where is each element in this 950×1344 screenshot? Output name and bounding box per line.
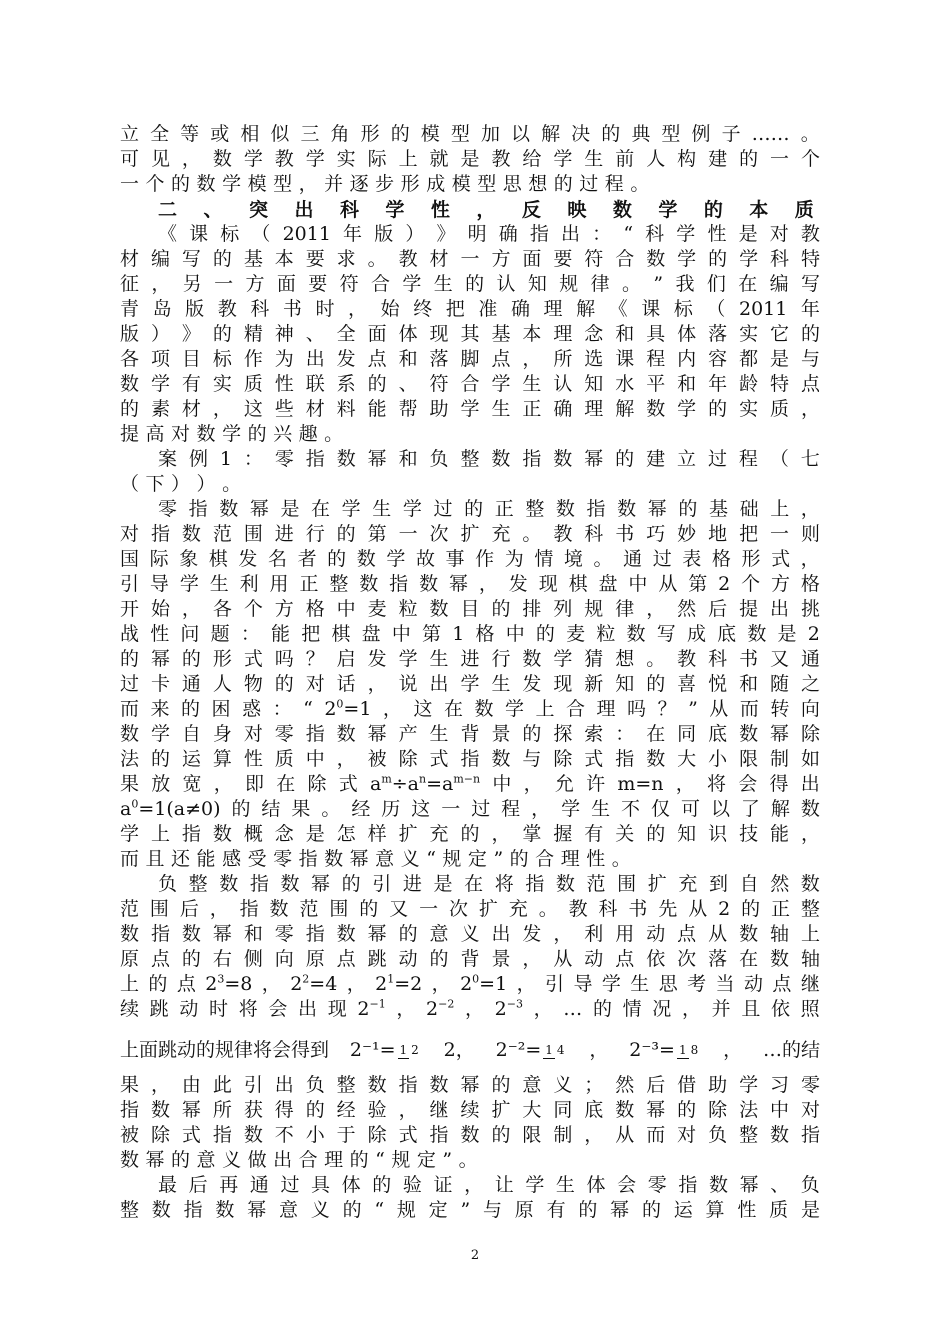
text-line: 《 课 标 （ 2011 年 版 ） 》 明 确 指 出 ： “ 科 学 性 是 对 教 bbox=[158, 223, 820, 245]
text-line: 数 幂 的 意 义 做 出 合 理 的 “ 规 定 ” 。 bbox=[120, 1149, 478, 1171]
text-line: 整 数 指 数 幂 意 义 的 “ 规 定 ” 与 原 有 的 幂 的 运 算 性 质 是 bbox=[120, 1199, 820, 1221]
text-line: 最 后 再 通 过 具 体 的 验 证 ， 让 学 生 体 会 零 指 数 幂 、 负 bbox=[158, 1174, 820, 1196]
text-line: 各 项 目 标 作 为 出 发 点 和 落 脚 点 ， 所 选 课 程 内 容 都 是 与 bbox=[120, 348, 820, 370]
text-line: 而 且 还 能 感 受 零 指 数 幂 意 义 “ 规 定 ” 的 合 理 性 。 bbox=[120, 848, 631, 870]
text-line: 果 ， 由 此 引 出 负 整 数 指 数 幂 的 意 义 ； 然 后 借 助 学 习 零 bbox=[120, 1074, 820, 1096]
text-line-fractions: 上面跳动的规律将会得到 2⁻¹= 1 2 2， 2⁻²= 1 4 ， 2⁻³= 1 8 ， …的结 bbox=[120, 1039, 820, 1061]
text-line: 立 全 等 或 相 似 三 角 形 的 模 型 加 以 解 决 的 典 型 例 子 …… 。 bbox=[120, 123, 820, 145]
text-line: 指 数 幂 所 获 得 的 经 验 ， 继 续 扩 大 同 底 数 幂 的 除 法 中 对 bbox=[120, 1099, 820, 1121]
page-number: 2 bbox=[470, 1248, 480, 1263]
text-line: 果 放 宽 ， 即 在 除 式 $a^m\div a^n=a^{m-n}$ 中 ， 允 许 m=n ， 将 会 得 出 bbox=[120, 772, 820, 795]
text-line: 的 幂 的 形 式 吗 ？ 启 发 学 生 进 行 数 学 猜 想 。 教 科 书 又 通 bbox=[120, 648, 820, 670]
fraction-one-eighth: 1 8 bbox=[678, 1043, 699, 1057]
power-term-2: 2⁻²= 1 4 bbox=[495, 1039, 565, 1061]
section-heading: 二 、 突 出 科 学 性 ， 反 映 数 学 的 本 质 bbox=[158, 199, 814, 221]
text-line: 学 上 指 数 概 念 是 怎 样 扩 充 的 ， 掌 握 有 关 的 知 识 技 能 ， bbox=[120, 823, 820, 845]
text-line: 的 素 材 ， 这 些 材 料 能 帮 助 学 生 正 确 理 解 数 学 的 实 质 ， bbox=[120, 398, 820, 420]
text-line: 被 除 式 指 数 不 小 于 除 式 指 数 的 限 制 ， 从 而 对 负 整 数 指 bbox=[120, 1124, 820, 1146]
text-line: 数 学 有 实 质 性 联 系 的 、 符 合 学 生 认 知 水 平 和 年 龄 特 点 bbox=[120, 373, 820, 395]
text-line: 续 跳 动 时 将 会 出 现 $2^{-1}$ ， $2^{-2}$ ， $2^{-3}$ ， … 的 情 况 ， 并 且 依 照 bbox=[120, 997, 820, 1020]
text-line: 而 来 的 困 惑 ： “ $2^0=1$ ， 这 在 数 学 上 合 理 吗 ？ ” 从 而 转 向 bbox=[120, 697, 820, 720]
text-line: 上 的 点 $2^3=8$ ， $2^2=4$ ， $2^1=2$ ， $2^0=1$ ， 引 导 学 生 思 考 当 动 点 继 bbox=[120, 972, 820, 995]
text-line: 对 指 数 范 围 进 行 的 第 一 次 扩 充 。 教 科 书 巧 妙 地 把 一 则 bbox=[120, 523, 820, 545]
text-line: 开 始 ， 各 个 方 格 中 麦 粒 数 目 的 排 列 规 律 ， 然 后 提 出 挑 bbox=[120, 598, 820, 620]
text-line: 法 的 运 算 性 质 中 ， 被 除 式 指 数 与 除 式 指 数 大 小 限 制 如 bbox=[120, 748, 820, 770]
text-line: 版 ） 》 的 精 神 、 全 面 体 现 其 基 本 理 念 和 具 体 落 实 它 的 bbox=[120, 323, 820, 345]
fraction-line-prefix: 上面跳动的规律将会得到 bbox=[120, 1039, 330, 1061]
text-line: 一 个 的 数 学 模 型 ， 并 逐 步 形 成 模 型 思 想 的 过 程 。 bbox=[120, 173, 650, 195]
text-line: 零 指 数 幂 是 在 学 生 学 过 的 正 整 数 指 数 幂 的 基 础 上 ， bbox=[158, 498, 820, 520]
text-line: 原 点 的 右 侧 向 原 点 跳 动 的 背 景 ， 从 动 点 依 次 落 在 数 轴 bbox=[120, 948, 820, 970]
text-line: 材 编 写 的 基 本 要 求 。 教 材 一 方 面 要 符 合 数 学 的 学 科 特 bbox=[120, 248, 820, 270]
text-line: 国 际 象 棋 发 名 者 的 数 学 故 事 作 为 情 境 。 通 过 表 格 形 式 ， bbox=[120, 548, 820, 570]
fraction-line-suffix: …的结 bbox=[762, 1039, 820, 1061]
text-line: 数 指 数 幂 和 零 指 数 幂 的 意 义 出 发 ， 利 用 动 点 从 数 轴 上 bbox=[120, 923, 820, 945]
fraction-one-quarter: 1 4 bbox=[545, 1043, 565, 1057]
text-line: 青 岛 版 教 科 书 时 ， 始 终 把 准 确 理 解 《 课 标 （ 2011 年 bbox=[120, 298, 820, 320]
text-line: 征 ， 另 一 方 面 要 符 合 学 生 的 认 知 规 律 。 ” 我 们 在 编 写 bbox=[120, 273, 820, 295]
fraction-one-half: 1 2 bbox=[399, 1043, 419, 1057]
power-term-1: 2⁻¹= 1 2 bbox=[349, 1039, 419, 1061]
text-line: $a^0=1(a\ne 0)$ 的 结 果 。 经 历 这 一 过 程 ， 学 生 不 仅 可 以 了 解 数 bbox=[120, 797, 820, 820]
text-line: 案 例 1 ： 零 指 数 幂 和 负 整 数 指 数 幂 的 建 立 过 程 （ 七 bbox=[158, 448, 820, 470]
text-line: 范 围 后 ， 指 数 范 围 的 又 一 次 扩 充 。 教 科 书 先 从 2 的 正 整 bbox=[120, 898, 820, 920]
power-term-3: 2⁻³= 1 8 bbox=[629, 1039, 699, 1061]
text-line: 数 学 自 身 对 零 指 数 幂 产 生 背 景 的 探 索 ： 在 同 底 数 幂 除 bbox=[120, 723, 820, 745]
text-line: 可 见 ， 数 学 教 学 实 际 上 就 是 教 给 学 生 前 人 构 建 的 一 个 bbox=[120, 148, 820, 170]
text-line: 提 高 对 数 学 的 兴 趣 。 bbox=[120, 423, 344, 445]
text-line: 负 整 数 指 数 幂 的 引 进 是 在 将 指 数 范 围 扩 充 到 自 然 数 bbox=[158, 873, 820, 895]
text-line: 引 导 学 生 利 用 正 整 数 指 数 幂 ， 发 现 棋 盘 中 从 第 2 个 方 格 bbox=[120, 573, 820, 595]
text-line: 过 卡 通 人 物 的 对 话 ， 说 出 学 生 发 现 新 知 的 喜 悦 和 随 之 bbox=[120, 673, 820, 695]
text-line: 战 性 问 题 ： 能 把 棋 盘 中 第 1 格 中 的 麦 粒 数 写 成 底 数 是 2 bbox=[120, 623, 820, 645]
text-line: （ 下 ） ） 。 bbox=[120, 473, 242, 495]
